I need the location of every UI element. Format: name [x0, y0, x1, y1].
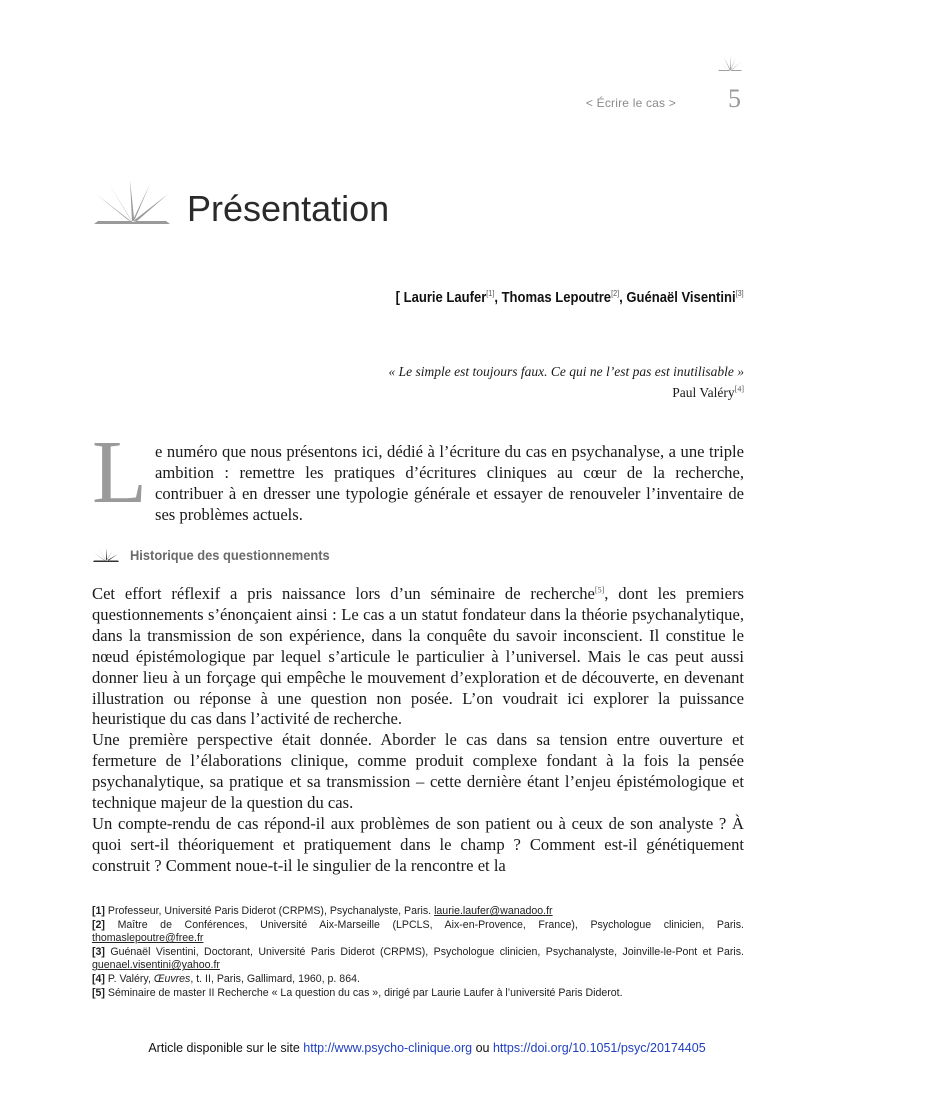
section-heading: Historique des questionnements — [130, 547, 330, 563]
footnote — [92, 919, 744, 946]
fan-leaf-logo-icon — [715, 56, 745, 72]
footnote-text: Professeur, Université Paris Diderot (CRPMS), Psychanalyste, Paris. — [107, 905, 435, 917]
author-ref[interactable]: [2] — [611, 289, 620, 299]
footnote-ref[interactable]: [5] — [594, 585, 605, 595]
footnote-text: Maître de Conférences, Université Aix-Marseille (LPCLS, Aix-en-Provence, France), Psychologue clinicien, Paris. — [117, 918, 745, 931]
intro-text: e numéro que nous présentons ici, dédié à l’écriture du cas en psychanalyse, a une triple ambition : remettre les pratiques d’écritures cliniques au cœur de la recherche, contribuer à en dresser une typologie générale et essayer de renouveler l’inventaire de ses problèmes actuels. — [154, 442, 744, 524]
author-ref[interactable]: [1] — [486, 289, 495, 299]
epigraph-author: Paul Valéry — [672, 385, 735, 400]
footer-text: ou — [472, 1041, 493, 1055]
footnote — [92, 946, 744, 973]
author-bracket: [ — [396, 290, 404, 306]
fan-leaf-logo-icon — [92, 548, 120, 562]
epigraph-ref[interactable]: [4] — [734, 384, 744, 394]
author-line: [ Laurie Laufer[1], Thomas Lepoutre[2], Guénaël Visentini[3] — [396, 289, 744, 306]
article-title: Présentation — [187, 188, 390, 229]
footnote-italic: Œuvres — [153, 972, 191, 985]
footnote-number: [3] — [92, 945, 105, 958]
footnotes — [92, 905, 744, 1000]
email-link[interactable]: laurie.laufer@wanadoo.fr — [434, 905, 553, 917]
footnote-text: P. Valéry, — [107, 972, 154, 985]
intro-paragraph — [92, 423, 744, 525]
footer — [0, 1041, 854, 1055]
body-text-span: Cet effort réflexif a pris naissance lors d’un séminaire de recherche — [92, 584, 595, 603]
footer-text: Article disponible sur le site — [148, 1041, 304, 1055]
footnote — [92, 973, 744, 987]
fan-leaf-logo-icon — [92, 180, 172, 226]
footnote-text: Guénaël Visentini, Doctorant, Université Paris Diderot (CRPMS), Psychologue clinicien, Psychanalyste, Joinville-le-Pont et Paris. — [110, 945, 744, 958]
footnote-number: [5] — [92, 986, 105, 999]
running-header: < Écrire le cas > — [585, 96, 676, 110]
footnote-number: [2] — [92, 918, 105, 931]
drop-cap: L — [92, 423, 147, 522]
page-number: 5 — [728, 84, 741, 113]
body-paragraph — [92, 584, 744, 730]
email-link[interactable]: guenael.visentini@yahoo.fr — [92, 959, 220, 972]
footnote-number: [4] — [92, 972, 105, 985]
site-link[interactable]: http://www.psycho-clinique.org — [303, 1041, 473, 1055]
epigraph — [389, 361, 744, 403]
body-paragraph: Un compte-rendu de cas répond-il aux problèmes de son patient ou à ceux de son analyste ? À quoi sert-il théoriquement et pratiquement dans le champ ? Comment est-il génétiquement construit ? Comment noue-t-il le singulier de la rencontre et la — [92, 813, 744, 875]
author-name: Laurie Laufer — [403, 290, 487, 306]
body-text — [92, 584, 744, 877]
body-text-span: , dont les premiers questionnements s’énonçaient ainsi : Le cas a un statut fondateur dans la théorie psychanalytique, dans la transmission de son expérience, dans la conquête du savoir inconscient. Il constitue le nœud épistémologique par lequel s’articule le particulier à l’universel. Mais le cas peut aussi donner lieu à un forçage qui empêche le mouvement d’exploration et de découverte, en devenant illustration ou réponse à une question non posée. L’on voudrait ici explorer la puissance heuristique du cas dans l’activité de recherche. — [92, 584, 744, 729]
author-name: Thomas Lepoutre — [501, 290, 612, 306]
body-paragraph: Une première perspective était donnée. Aborder le cas dans sa tension entre ouverture et fermeture de l’élaborations clinique, comme produit complexe fondant à la fois la pensée psychanalytique, sa pratique et sa transmission – cette dernière étant l’enjeu épistémologique et technique majeur de la question du cas. — [92, 730, 744, 813]
footnote — [92, 905, 744, 919]
email-link[interactable]: thomaslepoutre@free.fr — [92, 932, 204, 945]
doi-link[interactable]: https://doi.org/10.1051/psyc/20174405 — [492, 1041, 706, 1055]
author-ref[interactable]: [3] — [735, 289, 744, 299]
footnote-number: [1] — [92, 905, 105, 917]
footnote-text: Séminaire de master II Recherche « La question du cas », dirigé par Laurie Laufer à l’université Paris Diderot. — [107, 986, 623, 999]
author-name: Guénaël Visentini — [626, 290, 736, 306]
footnote-text: , t. II, Paris, Gallimard, 1960, p. 864. — [190, 972, 360, 985]
footnote — [92, 987, 744, 1001]
epigraph-quote: « Le simple est toujours faux. Ce qui ne l’est pas est inutilisable » — [388, 364, 744, 379]
